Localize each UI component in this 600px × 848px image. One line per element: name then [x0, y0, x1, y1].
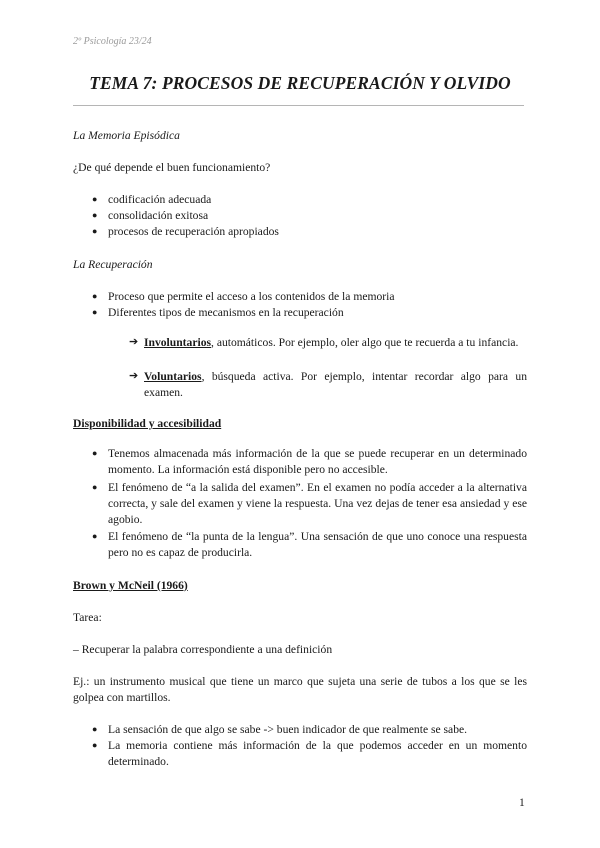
term-voluntary: Voluntarios — [144, 370, 202, 383]
task-description: – Recuperar la palabra correspondiente a una definición — [73, 643, 333, 656]
term-involuntary: Involuntarios — [144, 336, 212, 349]
involuntary-description: , automáticos. Por ejemplo, oler algo que te recuerda a tu infancia. — [211, 336, 519, 349]
list-item: procesos de recuperación apropiados — [108, 225, 279, 238]
bullet-icon: ● — [92, 210, 98, 220]
header-note: 2º Psicología 23/24 — [73, 36, 152, 47]
list-item: codificación adecuada — [108, 193, 212, 206]
list-item: El fenómeno de “la punta de la lengua”. Una sensación de que uno conoce una respuesta pero no es capaz de producirla. — [108, 530, 527, 559]
list-item: El fenómeno de “a la salida del examen”. En el examen no podía acceder a la alternativa correcta, y sale del examen y viene la respuesta. Una vez dejas de tener esa ansiedad y ese agobio. — [108, 481, 527, 526]
section-heading-episodic: La Memoria Episódica — [73, 129, 180, 142]
section-heading-availability: Disponibilidad y accesibilidad — [73, 417, 222, 430]
bullet-icon: ● — [92, 448, 98, 458]
page-number: 1 — [519, 796, 525, 809]
task-label: Tarea: — [73, 611, 102, 624]
title-divider — [73, 105, 524, 106]
voluntary-description: , búsqueda activa. Por ejemplo, intentar recordar algo para un examen. — [144, 370, 527, 399]
list-item: La sensación de que algo se sabe -> buen indicador de que realmente se sabe. — [108, 723, 468, 736]
bullet-icon: ● — [92, 531, 98, 541]
arrow-icon: ➔ — [129, 336, 139, 348]
section-heading-retrieval: La Recuperación — [73, 258, 153, 271]
example-paragraph: Ej.: un instrumento musical que tiene un marco que sujeta una serie de tubos a los que se les golpea con martillos. — [73, 675, 527, 704]
bullet-icon: ● — [92, 291, 98, 301]
bullet-icon: ● — [92, 740, 98, 750]
arrow-icon: ➔ — [129, 370, 139, 382]
bullet-icon: ● — [92, 482, 98, 492]
episodic-question: ¿De qué depende el buen funcionamiento? — [73, 161, 271, 174]
bullet-icon: ● — [92, 724, 98, 734]
bullet-icon: ● — [92, 194, 98, 204]
sub-list-item-involuntary — [144, 335, 527, 351]
list-item: Tenemos almacenada más información de la que se puede recuperar en un determinado momento. La información está disponible pero no accesible. — [108, 447, 527, 476]
list-item: Diferentes tipos de mecanismos en la recuperación — [108, 306, 344, 319]
list-item: La memoria contiene más información de la que podemos acceder en un momento determinado. — [108, 739, 527, 768]
page-title: TEMA 7: PROCESOS DE RECUPERACIÓN Y OLVIDO — [89, 73, 511, 93]
list-item: Proceso que permite el acceso a los contenidos de la memoria — [108, 290, 395, 303]
list-item: consolidación exitosa — [108, 209, 209, 222]
sub-list-item-voluntary — [144, 369, 527, 401]
bullet-icon: ● — [92, 226, 98, 236]
bullet-icon: ● — [92, 307, 98, 317]
section-heading-brown: Brown y McNeil (1966) — [73, 579, 188, 592]
